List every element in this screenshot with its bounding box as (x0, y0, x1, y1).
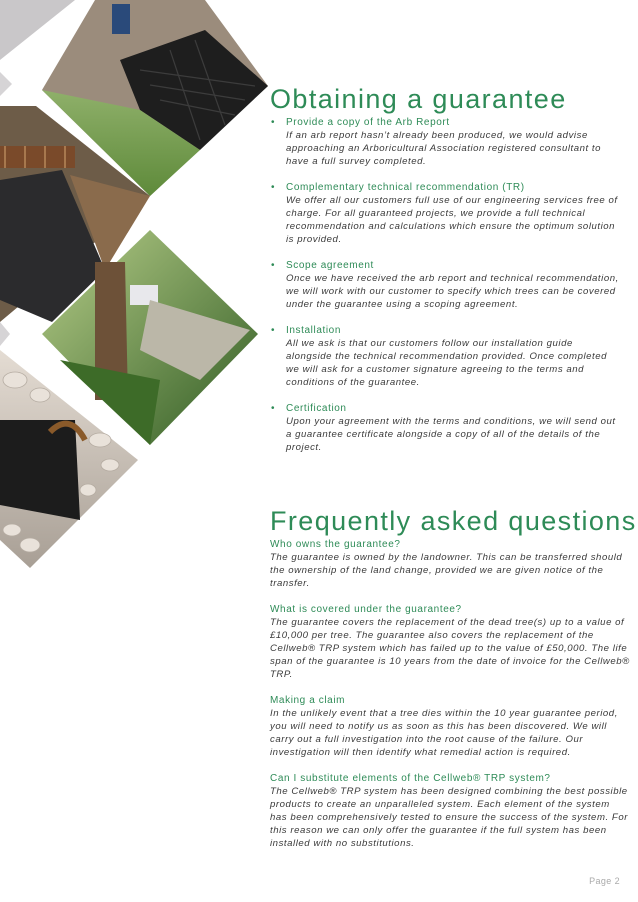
guarantee-step (270, 259, 620, 311)
step-title: Provide a copy of the Arb Report (286, 117, 450, 128)
faq-section (270, 504, 637, 863)
grey-diamond-left-lower (0, 322, 10, 346)
step-body: We offer all our customers full use of our engineering services free of charge. For all guaranteed projects, we provide a full technical recommendation and calculations which ensure the optimum solution is provided. (286, 195, 618, 245)
bullet-icon: • (271, 403, 275, 414)
step-body: All we ask is that our customers follow our installation guide alongside the technical recommendation provided. Once completed we will ask for a customer signature agreeing to the terms and conditions of the guarantee. (286, 338, 608, 388)
faq-question: Can I substitute elements of the Cellweb® TRP system? (270, 773, 551, 784)
page-number: Page 2 (589, 876, 620, 886)
faq-question: Who owns the guarantee? (270, 539, 401, 550)
guarantee-steps-list (270, 116, 620, 454)
photo-collage (0, 0, 270, 600)
faq-answer: The guarantee covers the replacement of the dead tree(s) up to a value of £10,000 per tree. The guarantee also covers the replacement of the Cellweb® TRP system which has failed up to the value of £50,000. The life span of the guarantee is 10 years from the date of invoice for the Cellweb® TRP. (270, 617, 630, 680)
faq-question: Making a claim (270, 695, 346, 706)
step-body: Once we have received the arb report and technical recommendation, we will work with our customer to specify which trees can be covered under the guarantee using a scoping agreement. (286, 273, 619, 310)
guarantee-step (270, 402, 620, 454)
faq-question: What is covered under the guarantee? (270, 604, 462, 615)
faq-answer: In the unlikely event that a tree dies within the 10 year guarantee period, you will need to notify us as soon as this has been discovered. We will carry out a full investigation into the root cause of the failure. Our investigation will then identify what remedial action is required. (270, 708, 618, 758)
faq-answer: The guarantee is owned by the landowner. This can be transferred should the ownership of the land change, provided we are given notice of the transfer. (270, 552, 623, 589)
step-title: Complementary technical recommendation (TR) (286, 182, 525, 193)
collage-svg (0, 0, 270, 600)
guarantee-step (270, 181, 620, 246)
guarantee-heading: Obtaining a guarantee (270, 84, 567, 114)
step-title: Installation (286, 325, 342, 336)
faq-answer: The Cellweb® TRP system has been designed combining the best possible products to create an unparalleled system. Each element of the system has been comprehensively tested to ensure the success of the system. For this reason we can only offer the guarantee if the full system has been installed with no substitutions. (270, 786, 628, 849)
step-body: If an arb report hasn’t already been produced, we would advise approaching an Arboricultural Association registered consultant to have a full survey completed. (286, 130, 602, 167)
bullet-icon: • (271, 260, 275, 271)
grey-diamond-top-left (0, 0, 75, 60)
step-title: Certification (286, 403, 347, 414)
bullet-icon: • (271, 325, 275, 336)
guarantee-step (270, 116, 620, 168)
faq-item (270, 772, 630, 850)
step-title: Scope agreement (286, 260, 374, 271)
faq-item (270, 538, 630, 590)
faq-heading: Frequently asked questions (270, 506, 637, 536)
faq-item (270, 603, 630, 681)
guarantee-section (270, 82, 620, 467)
faq-item (270, 694, 630, 759)
bullet-icon: • (271, 182, 275, 193)
bullet-icon: • (271, 117, 275, 128)
step-body: Upon your agreement with the terms and conditions, we will send out a guarantee certificate alongside a copy of all of the details of the project. (286, 416, 616, 453)
grey-diamond-left (0, 72, 12, 96)
guarantee-step (270, 324, 620, 389)
